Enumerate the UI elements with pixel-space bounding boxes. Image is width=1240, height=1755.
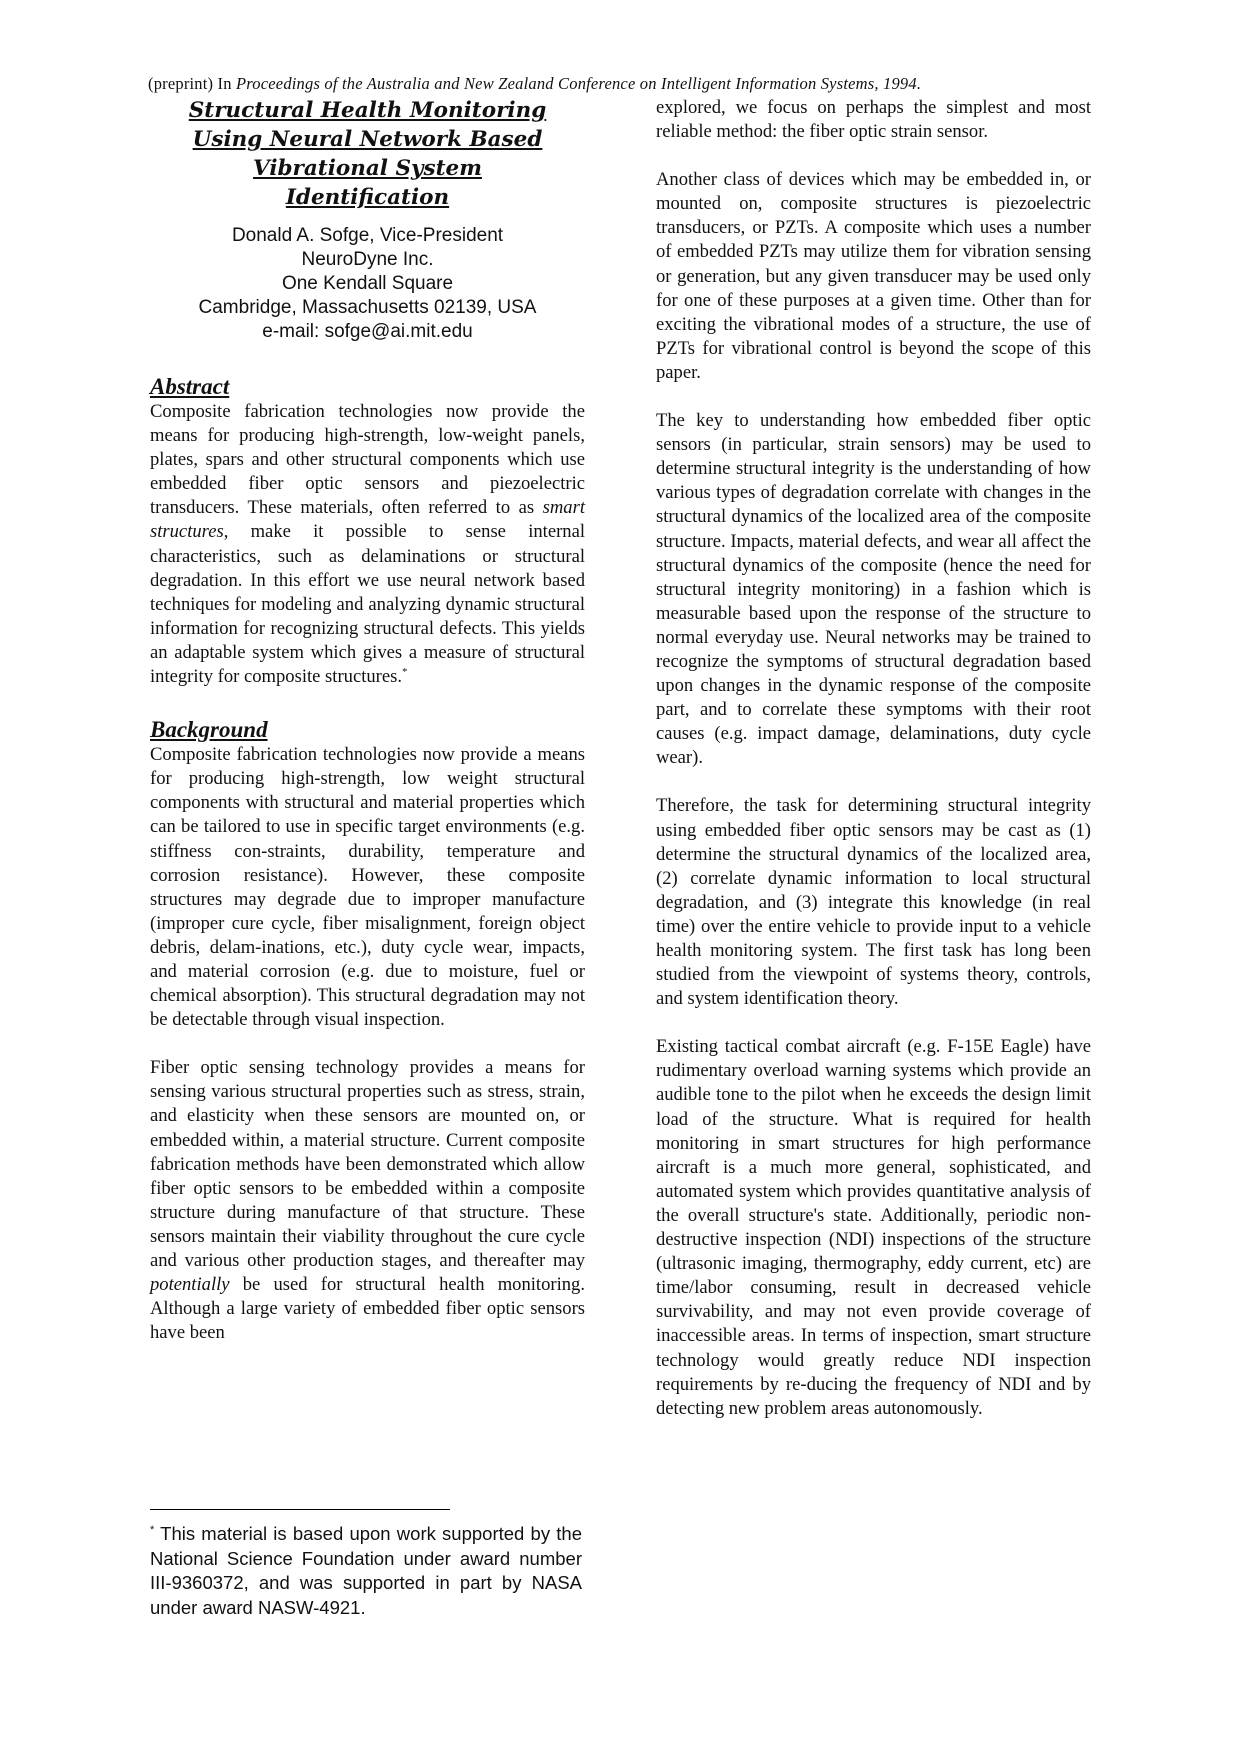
title-line: Structural Health Monitoring bbox=[188, 98, 547, 123]
footnote-text: This material is based upon work supported by the National Science Foundation under award number III-9360372, and was supported in part by NASA under award NASW-4921. bbox=[150, 1523, 582, 1618]
body-paragraph: Therefore, the task for determining structural integrity using embedded fiber optic sensors may be cast as (1) determine the structural dynamics of the localized area, (2) correlate dynamic information to local structural degradation, and (3) integrate this knowledge (in real time) over the entire vehicle to provide input to a vehicle health monitoring system. The first task has long been studied from the viewpoint of systems theory, controls, and system identification theory. bbox=[656, 795, 1091, 1010]
body-paragraph: Another class of devices which may be embedded in, or mounted on, composite structures is piezoelectric transducers, or PZTs. A composite which uses a number of embedded PZTs may utilize them for vibration sensing or generation, but any given transducer may be used only for one of these purposes at a given time. Other than for exciting the vibrational modes of a structure, the use of PZTs for vibrational control is beyond the scope of this paper. bbox=[656, 169, 1091, 383]
background-paragraph: Composite fabrication technologies now provide a means for producing high-strength, low weight structural components with structural and material properties which can be tailored to use in specific target environments (e.g. stiffness con-straints, durability, temperature and corrosion resistance). However, these composite structures may degrade due to improper manufacture (improper cure cycle, fiber misalignment, foreign object debris, delam-inations, etc.), duty cycle wear, impacts, and material corrosion (e.g. due to moisture, fuel or chemical absorption). This structural degradation may not be detectable through visual inspection. bbox=[150, 744, 585, 1031]
author-block bbox=[150, 224, 585, 344]
footnote-marker: * bbox=[402, 665, 408, 678]
abstract-italic-term: smart structures bbox=[150, 497, 585, 543]
body-paragraph: The key to understanding how embedded fiber optic sensors (in particular, strain sensors) may be used to determine structural integrity is the understanding of how various types of degradation correlate with changes in the structural dynamics of the localized area of the composite structure. Impacts, material defects, and wear all affect the structural dynamics of the composite (hence the need for structural integrity monitoring) in a fashion which is measurable based upon the response of the structure to normal everyday use. Neural networks may be trained to recognize the symptoms of structural degradation based upon changes in the dynamic response of the composite part, and to correlate these symptoms with their root causes (e.g. impact damage, delaminations, duty cycle wear). bbox=[656, 410, 1091, 769]
background-heading: Background bbox=[150, 717, 268, 743]
author-city: Cambridge, Massachusetts 02139, USA bbox=[198, 297, 537, 318]
abstract-heading: Abstract bbox=[150, 374, 230, 399]
abstract-part: , make it possible to sense internal characteristics, such as delaminations or structural degradation. In this effort we use neural network based techniques for modeling and analyzing dynamic structural information for recognizing structural defects. This yields an adaptable system which gives a measure of structural integrity for composite structures. bbox=[150, 521, 585, 688]
title-line: Vibrational System bbox=[253, 156, 482, 181]
footnote-rule bbox=[150, 1509, 450, 1510]
footnote bbox=[150, 1522, 582, 1620]
background-part: be used for structural health monitoring. Although a large variety of embedded fiber optic sensors have been bbox=[150, 1274, 585, 1344]
background-italic-term: potentially bbox=[150, 1274, 230, 1296]
footnote-marker: * bbox=[150, 1523, 155, 1536]
venue-name: Proceedings of the Australia and New Zealand Conference on Intelligent Information Systems, 1994. bbox=[236, 74, 922, 93]
title-line: Identification bbox=[285, 185, 450, 210]
body-paragraph: Existing tactical combat aircraft (e.g. F-15E Eagle) have rudimentary overload warning systems which provide an audible tone to the pilot when he exceeds the design limit load of the structure. What is required for health monitoring in smart structures for high performance aircraft is a much more general, sophisticated, and automated system which provides quantitative analysis of the overall structure's state. Additionally, periodic non-destructive inspection (NDI) inspections of the structure (ultrasonic imaging, thermography, eddy current, etc) are time/labor consuming, result in decreased vehicle survivability, and may not even provide coverage of inaccessible areas. In terms of inspection, smart structure technology would greatly reduce NDI inspection requirements by re-ducing the frequency of NDI and by detecting new problem areas autonomously. bbox=[656, 1036, 1091, 1419]
abstract-text bbox=[150, 400, 585, 689]
author-name: Donald A. Sofge, Vice-President bbox=[231, 225, 504, 246]
abstract-part: Composite fabrication technologies now provide the means for producing high-strength, low-weight panels, plates, spars and other structural components which use embedded fiber optic sensors and piezoelectric transducers. These materials, often referred to as bbox=[150, 401, 585, 519]
paper-title bbox=[150, 96, 585, 212]
background-paragraph bbox=[150, 1056, 585, 1345]
background-part: Fiber optic sensing technology provides a means for sensing various structural properties such as stress, strain, and elasticity when these sensors are mounted on, or embedded within, a material structure. Current composite fabrication methods have been demonstrated which allow fiber optic sensors to be embedded within a composite structure during manufacture of that structure. These sensors maintain their viability throughout the cure cycle and various other production stages, and thereafter may bbox=[150, 1057, 585, 1271]
author-email: e-mail: sofge@ai.mit.edu bbox=[262, 321, 473, 342]
author-street: One Kendall Square bbox=[281, 273, 454, 294]
preprint-prefix: (preprint) In bbox=[148, 74, 237, 93]
author-company: NeuroDyne Inc. bbox=[301, 249, 434, 270]
left-column bbox=[150, 96, 585, 1345]
title-line: Using Neural Network Based bbox=[192, 127, 543, 152]
preprint-header bbox=[148, 74, 1148, 94]
body-paragraph: explored, we focus on perhaps the simplest and most reliable method: the fiber optic strain sensor. bbox=[656, 97, 1091, 143]
right-column bbox=[656, 96, 1091, 1421]
